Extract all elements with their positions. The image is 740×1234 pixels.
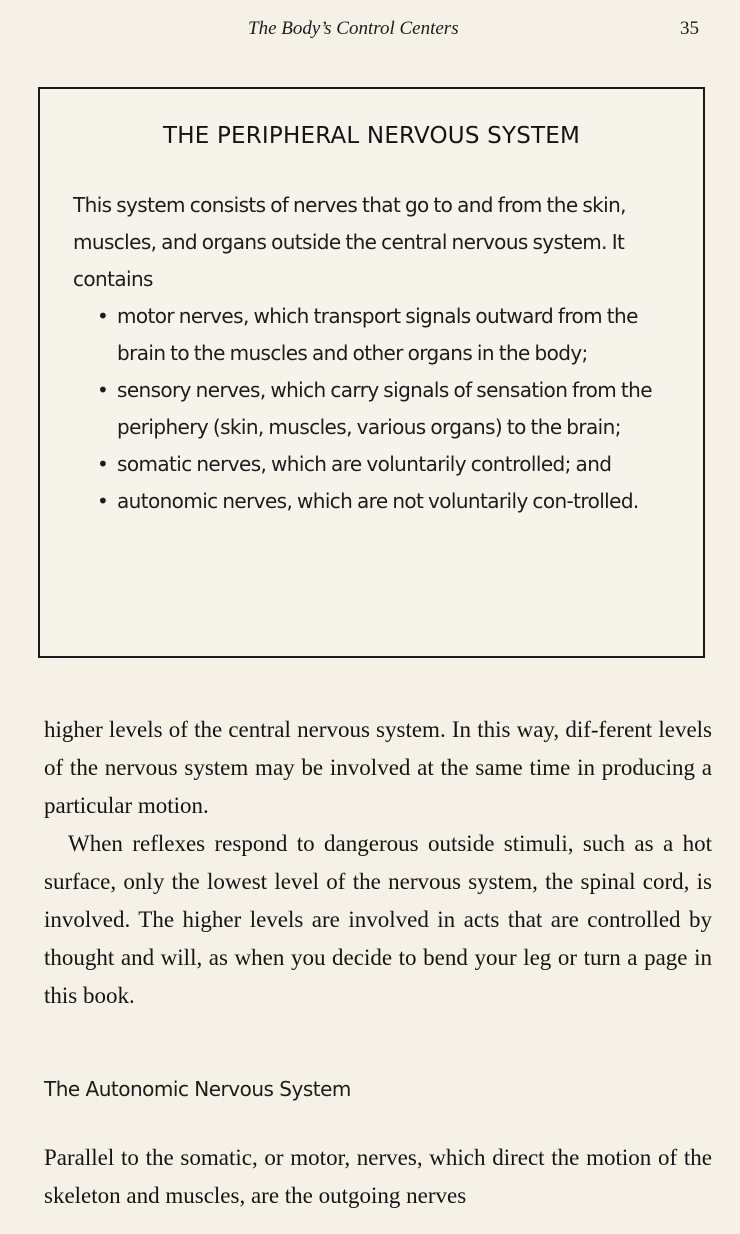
running-head: The Body’s Control Centers [248, 18, 459, 39]
bullet-icon: • [97, 378, 109, 402]
bullet-icon: • [97, 489, 109, 513]
list-item-motor-nerves [73, 298, 683, 372]
paragraph-text: When reflexes respond to dangerous outside stimuli, such as a hot surface, only the lowest level of the nervous system, the spinal cord, is involved. The higher levels are involved in acts that are controlled by thought and will, as when you decide to bend your leg or turn a page in this book. [44, 831, 712, 1008]
list-item-sensory-nerves [73, 372, 683, 446]
list-item-text: sensory nerves, which carry signals of sensation from the periphery (skin, muscles, various organs) to the brain; [117, 378, 652, 439]
bullet-icon: • [97, 452, 109, 476]
section-paragraph [44, 1139, 712, 1215]
list-item-text: motor nerves, which transport signals outward from the brain to the muscles and other organs in the body; [117, 304, 638, 365]
list-item-text: autonomic nerves, which are not voluntarily con-trolled. [117, 489, 639, 513]
list-item-text: somatic nerves, which are voluntarily controlled; and [117, 452, 612, 476]
paragraph-text: Parallel to the somatic, or motor, nerves, which direct the motion of the skeleton and muscles, are the outgoing nerves [44, 1145, 712, 1208]
sidebar-box-intro: This system consists of nerves that go to and from the skin, muscles, and organs outside the central nervous system. It contains [73, 193, 626, 291]
body-paragraph-2 [44, 825, 712, 1015]
sidebar-box-title: THE PERIPHERAL NERVOUS SYSTEM [162, 123, 581, 149]
sidebar-box-list [73, 298, 683, 520]
list-item-autonomic-nerves [73, 483, 683, 520]
paragraph-text: higher levels of the central nervous system. In this way, dif-ferent levels of the nervous system may be involved at the same time in producing a particular motion. [44, 717, 712, 818]
sidebar-box-body [73, 187, 683, 520]
bullet-icon: • [97, 304, 109, 328]
sidebar-box [38, 87, 705, 658]
page-number: 35 [680, 18, 699, 39]
list-item-somatic-nerves [73, 446, 683, 483]
body-paragraph-1 [44, 711, 712, 825]
section-heading: The Autonomic Nervous System [44, 1077, 351, 1101]
